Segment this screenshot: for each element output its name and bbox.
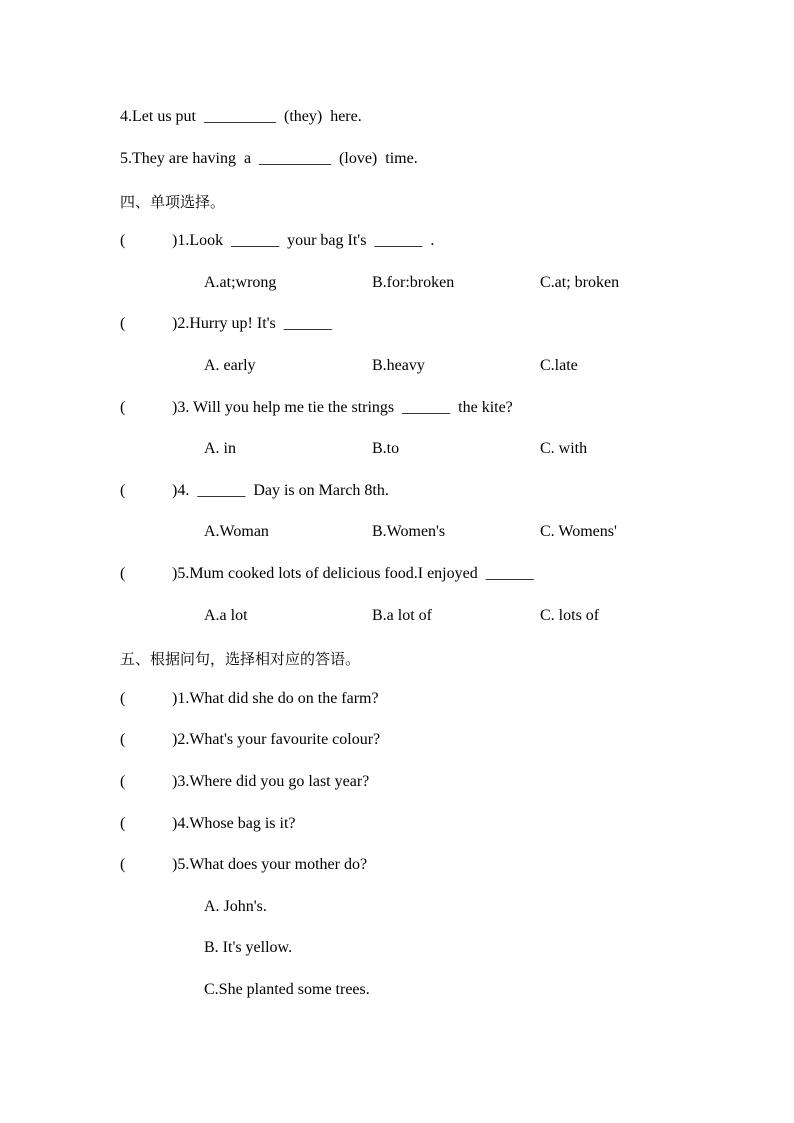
option-a: A. in [204,440,236,457]
fill-in-item-4: 4.Let us put _________ (they) here. [120,108,362,125]
fill-in-item-5: 5.They are having a _________ (love) time. [120,150,418,167]
option-b: B.Women's [372,523,446,540]
option-a: A.a lot [204,607,248,624]
question-text: )4.Whose bag is it? [172,815,296,832]
answer-paren[interactable]: ( [120,232,126,249]
question-text: )3. Will you help me tie the strings ______ the kite? [172,399,513,416]
question-text: )2.Hurry up! It's ______ [172,315,332,332]
option-c: C. with [540,440,588,457]
question-text: )3.Where did you go last year? [172,773,370,790]
answer-option-b: B. It's yellow. [204,939,293,956]
option-c: C. lots of [540,607,600,624]
answer-paren[interactable]: ( [120,690,126,707]
question-text: )1.What did she do on the farm? [172,690,379,707]
section-heading-single-choice: 四、单项选择。 [120,193,226,211]
option-a: A.at;wrong [204,274,277,291]
question-text: )1.Look ______ your bag It's ______ . [172,232,435,249]
section-heading-matching: 五、根据问句，选择相对应的答语。 [120,650,361,668]
answer-paren[interactable]: ( [120,856,126,873]
answer-paren[interactable]: ( [120,815,126,832]
answer-paren[interactable]: ( [120,399,126,416]
answer-paren[interactable]: ( [120,731,126,748]
answer-paren[interactable]: ( [120,565,126,582]
option-c: C. Womens' [540,523,617,540]
option-c: C.late [540,357,578,374]
answer-paren[interactable]: ( [120,315,126,332]
option-b: B.for:broken [372,274,455,291]
option-b: B.to [372,440,400,457]
answer-option-c: C.She planted some trees. [204,981,370,998]
answer-paren[interactable]: ( [120,482,126,499]
option-b: B.heavy [372,357,425,374]
option-a: A.Woman [204,523,269,540]
question-text: )5.Mum cooked lots of delicious food.I enjoyed ______ [172,565,534,582]
option-a: A. early [204,357,256,374]
question-text: )4. ______ Day is on March 8th. [172,482,389,499]
question-text: )2.What's your favourite colour? [172,731,381,748]
question-text: )5.What does your mother do? [172,856,368,873]
answer-option-a: A. John's. [204,898,267,915]
option-b: B.a lot of [372,607,432,624]
option-c: C.at; broken [540,274,620,291]
answer-paren[interactable]: ( [120,773,126,790]
